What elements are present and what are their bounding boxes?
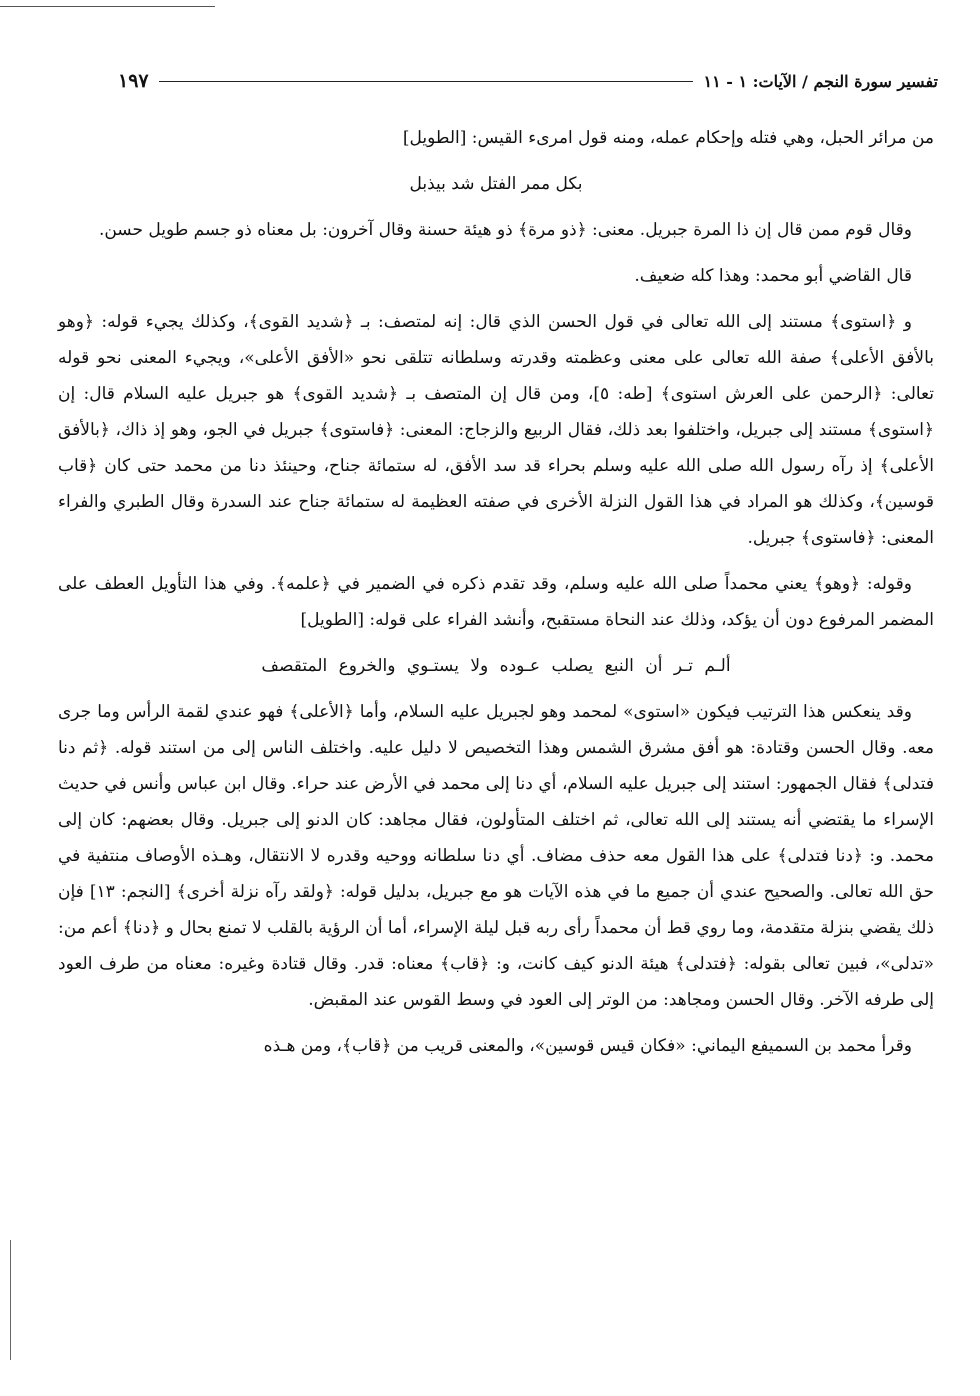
paragraph: وقرأ محمد بن السميفع اليماني: «فكان قيس قوسين»، والمعنى قريب من ﴿قاب﴾، ومن هـذه bbox=[263, 1036, 912, 1056]
running-header-title: تفسير سورة النجم / الآيات: ١ - ١١ bbox=[703, 71, 938, 91]
verse-line: بكل ممر الفتل شد بيذبل bbox=[409, 174, 583, 194]
verse-line: ألـم تـر أن النبع يصلب عـوده ولا يستـوي والخروع المتقصف bbox=[261, 656, 731, 676]
paragraph: من مرائر الحبل، وهي فتله وإحكام عمله، ومنه قول امرىء القيس: [الطويل] bbox=[402, 128, 934, 148]
paragraph: وقال قوم ممن قال إن ذا المرة جبريل. معنى: ﴿ذو مرة﴾ ذو هيئة حسنة وقال آخرون: بل معناه ذو جسم طويل حسن. bbox=[98, 220, 912, 240]
running-header bbox=[118, 68, 938, 94]
crop-mark-top bbox=[0, 6, 215, 7]
body-text bbox=[58, 120, 934, 1074]
paragraph: وقد ينعكس هذا الترتيب فيكون «استوى» لمحمد وهو لجبريل عليه السلام، وأما ﴿الأعلى﴾ فهو عندي لقمة الرأس وما جرى معه. وقال الحسن وقتادة: هو أفق مشرق الشمس وهذا التخصيص لا دليل عليه. واختلف الناس إلى من استند قوله. ﴿ثم دنا فتدلى﴾ فقال الجمهور: استند إلى جبريل عليه السلام، أي دنا إلى محمد في الأرض عند حراء. وقال ابن عباس وأنس في حديث الإسراء ما يقتضي أنه يستند إلى الله تعالى، ثم اختلف المتأولون، فقال مجاهد: كان الدنو إلى جبريل. وقال بعضهم: كان إلى محمد. و: ﴿دنا فتدلى﴾ على هذا القول معه حذف مضاف. أي دنا سلطانه ووحيه وقدره لا الانتقال، وهـذه الأوصاف منتفية في حق الله تعالى. والصحيح عندي أن جميع ما في هذه الآيات هو مع جبريل، بدليل قوله: ﴿ولقد رآه نزلة أخرى﴾ [النجم: ١٣] فإن ذلك يقضي بنزلة متقدمة، وما روي قط أن محمداً رأى ربه قبل ليلة الإسراء، أما أن الرؤية بالقلب لا تمنع بحال و ﴿دنا﴾ أعم من: «تدلى»، فبين تعالى بقوله: ﴿فتدلى﴾ هيئة الدنو كيف كانت، و: ﴿قاب﴾ معناه: قدر. وقال قتادة وغيره: معناه من طرف العود إلى طرفه الآخر. وقال الحسن ومجاهد: من الوتر إلى العود في وسط القوس عند المقبض. bbox=[58, 702, 934, 1010]
header-rule bbox=[159, 81, 694, 82]
paragraph: وقوله: ﴿وهو﴾ يعني محمداً صلى الله عليه وسلم، وقد تقدم ذكره في الضمير في ﴿علمه﴾. وفي هذا التأويل العطف على المضمر المرفوع دون أن يؤكد، وذلك عند النحاة مستقبح، وأنشد الفراء على قوله: [الطويل] bbox=[58, 574, 934, 630]
paragraph: و ﴿استوى﴾ مستند إلى الله تعالى في قول الحسن الذي قال: إنه لمتصف: بـ ﴿شديد القوى﴾، وكذلك يجيء قوله: ﴿وهو بالأفق الأعلى﴾ صفة الله تعالى على معنى وعظمته وقدرته وسلطانه تتلقى نحو «الأفق الأعلى»، ويجيء المعنى نحو قوله تعالى: ﴿الرحمن على العرش استوى﴾ [طه: ٥]، ومن قال إن المتصف بـ ﴿شديد القوى﴾ هو جبريل عليه السلام قال: إن ﴿استوى﴾ مستند إلى جبريل، واختلفوا بعد ذلك، فقال الربيع والزجاج: المعنى: ﴿فاستوى﴾ جبريل في الجو، وهو إذ ذاك، ﴿بالأفق الأعلى﴾ إذ رآه رسول الله صلى الله عليه وسلم بحراء قد سد الأفق، له ستمائة جناح، وحينئذ دنا من محمد حتى كان ﴿قاب قوسين﴾، وكذلك هو المراد في هذا القول النزلة الأخرى في صفته العظيمة له ستمائة جناح عند السدرة وقال الطبري والفراء المعنى: ﴿فاستوى﴾ جبريل. bbox=[58, 312, 934, 548]
page-number: ١٩٧ bbox=[118, 70, 149, 92]
paragraph: قال القاضي أبو محمد: وهذا كله ضعيف. bbox=[634, 266, 912, 286]
crop-mark-left bbox=[10, 1240, 11, 1360]
